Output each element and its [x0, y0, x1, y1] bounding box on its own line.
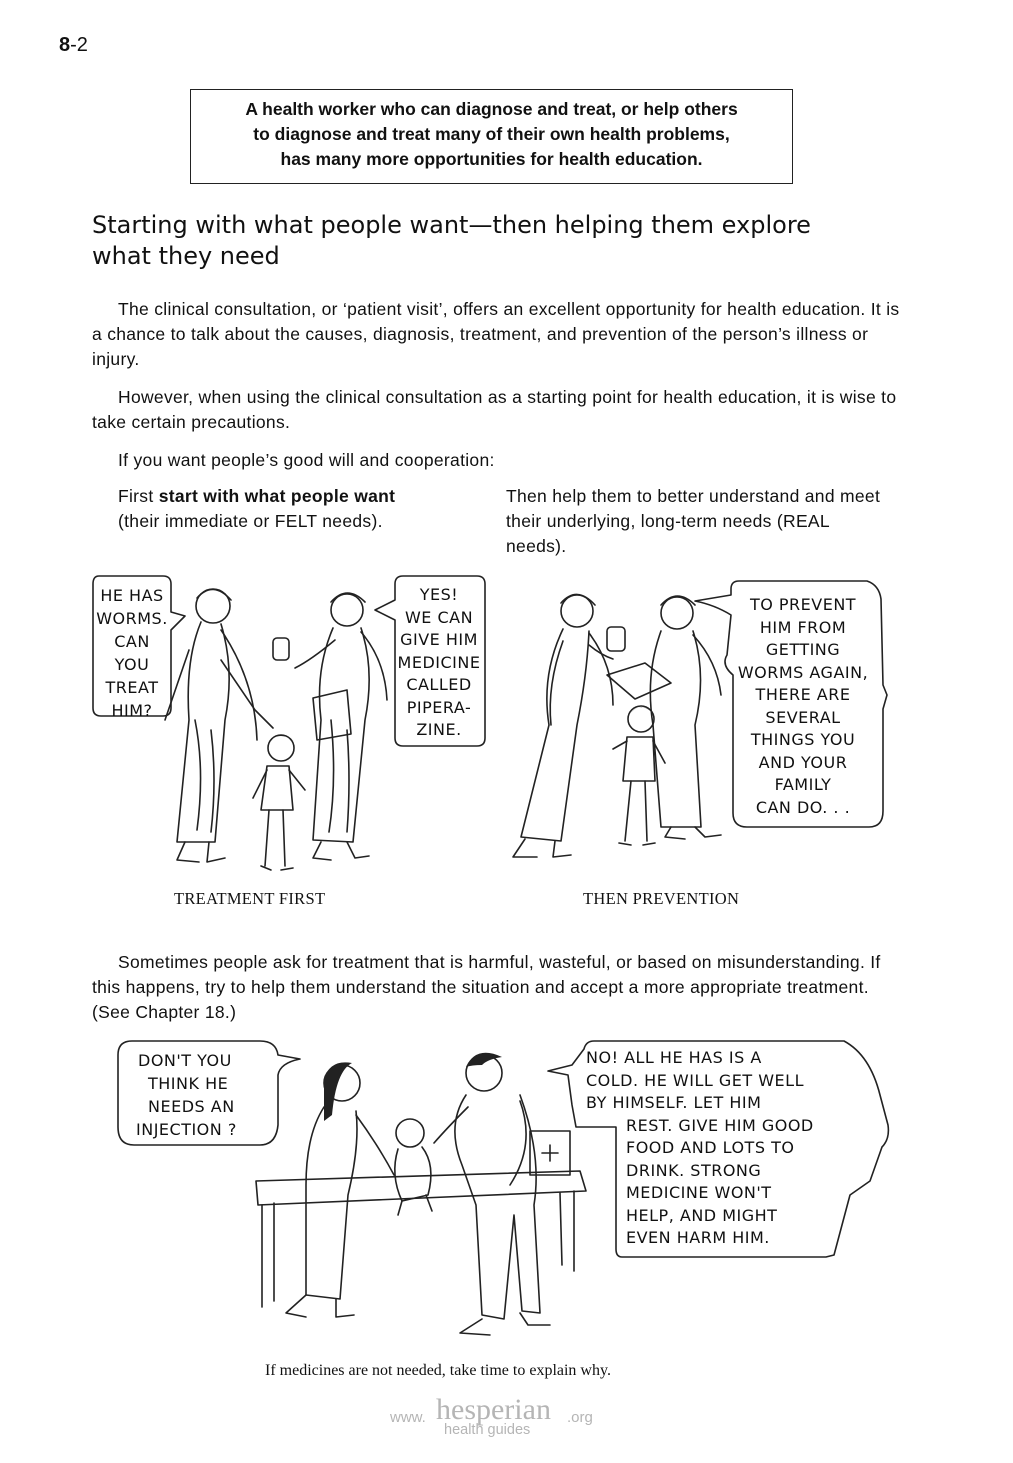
bubble-line: TREAT [105, 678, 159, 697]
logo-brand: hesperian [436, 1393, 551, 1426]
felt-needs-bold: start with what people want [158, 486, 396, 506]
logo-org: .org [567, 1409, 593, 1426]
bubble-line: CALLED [406, 675, 472, 694]
bubble-line: TO PREVENT [749, 595, 857, 614]
column-felt-needs [118, 484, 478, 534]
caption-treatment-first: TREATMENT FIRST [174, 889, 326, 908]
bubble-line: FAMILY [774, 775, 832, 794]
felt-needs-prefix: First [118, 486, 159, 506]
logo-subtitle: health guides [444, 1422, 531, 1438]
bubble-line: GETTING [765, 640, 841, 659]
bubble-cold-text [586, 1047, 876, 1250]
caption-explain-why: If medicines are not needed, take time to explain why. [265, 1362, 611, 1379]
bubble-line: HELP, AND MIGHT [626, 1205, 778, 1225]
bubble-line: HIM FROM [759, 617, 847, 637]
bubble-line: MEDICINE [397, 652, 481, 672]
bubble-line: EVEN HARM HIM. [626, 1228, 770, 1247]
bubble-line: DRINK. STRONG [626, 1160, 762, 1180]
bubble-line: COLD. HE WILL GET WELL [586, 1070, 804, 1090]
woman-figure [513, 594, 613, 857]
bubble-line: CAN DO. . . [755, 797, 851, 817]
bubble-line: NO! ALL HE HAS IS A [586, 1048, 762, 1067]
bubble-line: INJECTION ? [136, 1120, 237, 1139]
section-heading-line2: what they need [92, 242, 280, 270]
bubble-line: AND YOUR [758, 752, 848, 772]
logo-www: www. [390, 1409, 426, 1426]
bubble-injection-text [134, 1049, 274, 1141]
paragraph-goodwill: If you want people’s good will and cooperation: [118, 450, 495, 470]
bubble-line: YES! [419, 585, 459, 604]
column-real-needs: Then help them to better understand and meet their underlying, long-term needs (REAL needs). [506, 486, 881, 556]
paragraph-harmful-treatment: Sometimes people ask for treatment that is harmful, wasteful, or based on misunderstanding. If this happens, try to help them understand the situation and accept a more appropriate treatment. (See Chapter 18.) [92, 952, 881, 1022]
bubble-line: HE HAS [100, 586, 164, 605]
bubble-line: GIVE HIM [400, 630, 478, 649]
bubble-mother-text-1 [93, 584, 171, 722]
bubble-line: WE CAN [404, 607, 474, 627]
bubble-line: THERE ARE [755, 685, 851, 704]
bubble-line: PIPERA- [406, 697, 472, 717]
baby-figure [395, 1119, 432, 1215]
bubble-line: HIM? [111, 701, 153, 720]
paragraph-consultation: The clinical consultation, or ‘patient visit’, offers an excellent opportunity for health education. It is a chance to talk about the causes, diagnosis, treatment, and prevention of the person’s illness or injury. [92, 299, 900, 369]
bubble-line: YOU [114, 655, 150, 674]
bubble-line: BY HIMSELF. LET HIM [586, 1093, 762, 1112]
bubble-line: CAN [114, 632, 150, 651]
bubble-line: NEEDS AN [148, 1097, 235, 1116]
bubble-line: THINGS YOU [750, 730, 856, 749]
mother-figure [165, 589, 273, 862]
mother-figure-injection [286, 1062, 394, 1317]
bubble-line: REST. GIVE HIM GOOD [626, 1115, 814, 1135]
health-worker-figure [273, 593, 387, 860]
callout-line: A health worker who can diagnose and treat, or help others [245, 99, 738, 119]
callout-line: has many more opportunities for health education. [280, 149, 703, 169]
child-figure [253, 735, 305, 870]
paragraph-precautions: However, when using the clinical consultation as a starting point for health education, it is wise to take certain precautions. [92, 387, 897, 432]
bubble-line: WORMS. [96, 609, 168, 628]
felt-needs-rest: (their immediate or FELT needs). [118, 511, 383, 531]
page-number-page: -2 [70, 34, 88, 56]
page-number-chapter: 8 [59, 34, 71, 56]
callout-line: to diagnose and treat many of their own health problems, [253, 124, 730, 144]
bubble-line: MEDICINE WON'T [626, 1183, 772, 1202]
medicine-bottle [607, 627, 625, 651]
bubble-line: THINK HE [148, 1074, 229, 1093]
bubble-line: ZINE. [416, 720, 462, 739]
bubble-prevention-text [733, 594, 873, 819]
section-heading-line1: Starting with what people want—then helping them explore [92, 211, 811, 239]
bubble-worker-text-1 [393, 584, 485, 742]
bubble-line: DON'T YOU [138, 1051, 232, 1070]
section-heading [92, 210, 892, 272]
bubble-line: WORMS AGAIN, [737, 662, 869, 682]
bubble-line: SEVERAL [765, 707, 841, 727]
caption-then-prevention: THEN PREVENTION [583, 889, 740, 908]
health-worker-figure-2 [607, 596, 721, 839]
bubble-line: FOOD AND LOTS TO [626, 1138, 795, 1157]
callout-box [190, 89, 793, 184]
page-number [59, 34, 88, 57]
